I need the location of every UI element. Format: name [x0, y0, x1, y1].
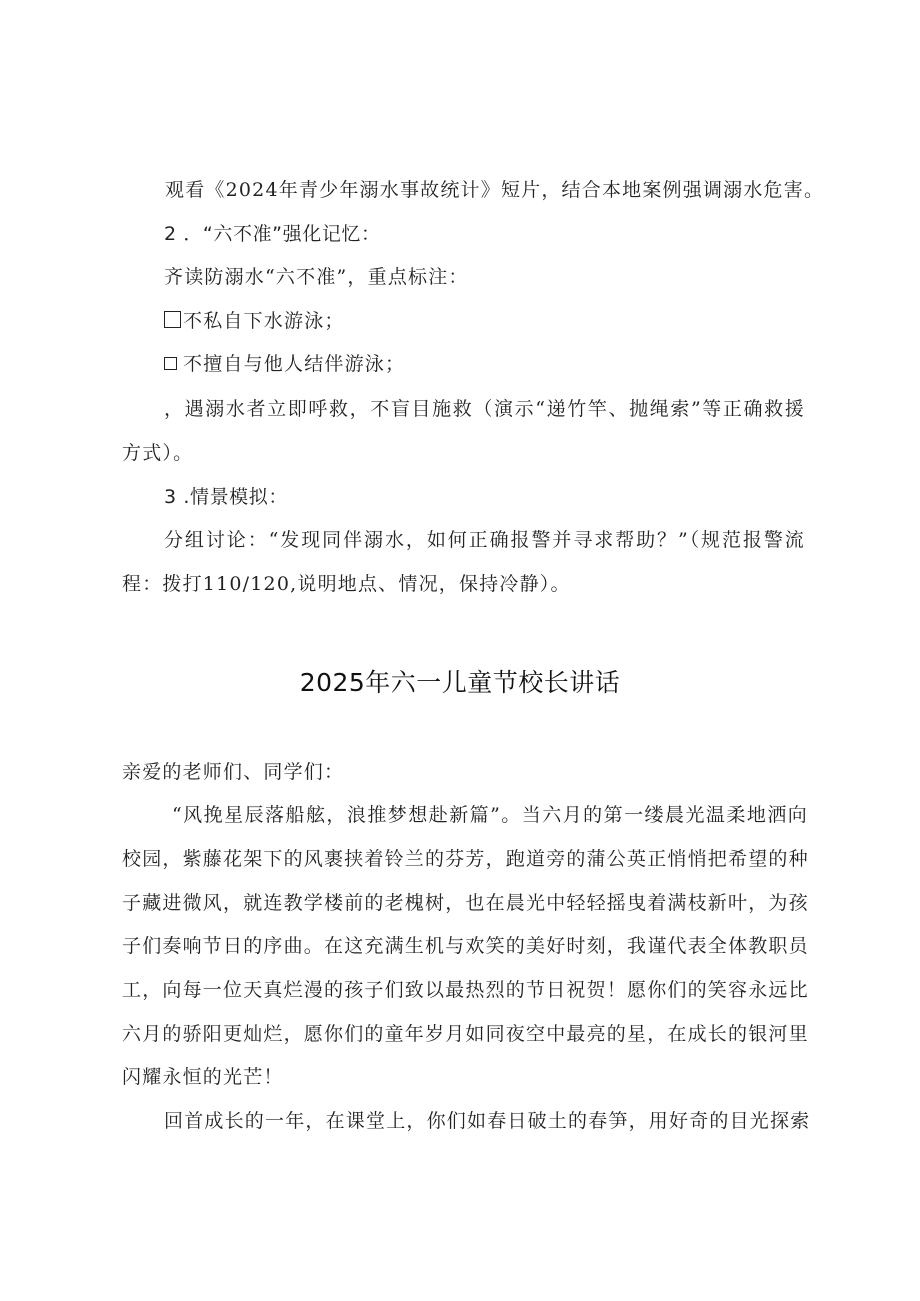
statistics-video-line: 观看《2024年青少年溺水事故统计》短片，结合本地案例强调溺水危害。	[165, 179, 825, 201]
speech-title: 2025年六一儿童节校长讲话	[299, 668, 621, 697]
paragraph-line: 子藏进微风，就连教学楼前的老槐树，也在晨光中轻轻摇曳着满枝新叶，为孩	[122, 892, 809, 914]
section-heading-scenario: 3 .情景模拟：	[164, 486, 288, 508]
read-aloud-line: 齐读防溺水“六不准”，重点标注：	[164, 266, 469, 288]
paragraph-line: 校园，紫藤花架下的风裹挟着铃兰的芬芳，跑道旁的蒲公英正悄悄把希望的种	[122, 848, 809, 870]
paragraph-line: 工，向每一位天真烂漫的孩子们致以最热烈的节日祝贺！愿你们的笑容永远比	[122, 979, 809, 1001]
rule-item-2-text: 不擅自与他人结伴游泳；	[183, 353, 406, 375]
section-heading-six-rules: 2 ．“六不准”强化记忆：	[164, 223, 381, 245]
salutation: 亲爱的老师们、同学们：	[122, 761, 345, 783]
paragraph-line: 闪耀永恒的光芒！	[122, 1066, 284, 1088]
paragraph-line: 回首成长的一年，在课堂上，你们如春日破土的春笋，用好奇的目光探索	[164, 1110, 811, 1132]
rule-item-1-text: 不私自下水游泳；	[183, 310, 345, 332]
small-square-icon	[164, 357, 177, 370]
paragraph-line: 六月的骄阳更灿烂，愿你们的童年岁月如同夜空中最亮的星，在成长的银河里	[122, 1023, 809, 1045]
rule-item-3-line-1: ，遇溺水者立即呼救，不盲目施救（演示“递竹竿、抛绳索”等正确救援	[164, 398, 805, 420]
paragraph-line: 子们奏响节日的序曲。在这充满生机与欢笑的美好时刻，我谨代表全体教职员	[122, 935, 809, 957]
rule-item-3-line-2: 方式）。	[122, 442, 194, 464]
paragraph-line: “风挽星辰落船舷，浪推梦想赴新篇”。当六月的第一缕晨光温柔地洒向	[172, 804, 808, 826]
rule-item-2	[164, 351, 854, 377]
discussion-line-1: 分组讨论：“发现同伴溺水，如何正确报警并寻求帮助？”（规范报警流	[164, 529, 805, 551]
checkbox-square-icon	[164, 311, 181, 328]
discussion-line-2: 程：拨打110/120,说明地点、情况，保持冷静）。	[122, 573, 571, 595]
rule-item-1	[164, 308, 854, 334]
